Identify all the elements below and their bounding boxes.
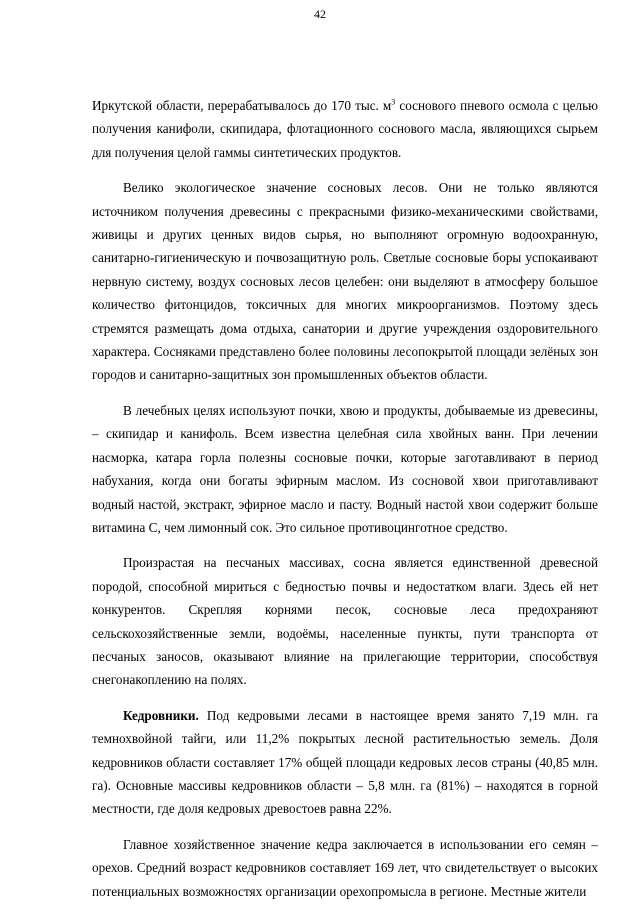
superscript-cubic: 3 <box>391 97 396 107</box>
paragraph-intro <box>92 94 598 164</box>
page-number: 42 <box>314 7 326 21</box>
paragraph-sand: Произрастая на песчаных массивах, сосна является единственной древесной породой, способной мириться с бедностью почвы и недостатком влаги. Здесь ей нет конкурентов. Скрепляя корнями песок, сосновые леса предохраняют сельскохозяйственные земли, водоёмы, населенные пункты, пути транспорта от песчаных заносов, оказывают влияние на прилегающие территории, способствуя снегонакоплению на полях. <box>92 555 598 688</box>
cedar-text: Под кедровыми лесами в настоящее время занято 7,19 млн. га темнохвойной тайги, или 11,2% покрытых лесной растительностью земель. Доля кедровников области составляет 17% общей площади кедровых лесов страны (40,85 млн. га). Основные массивы кедровников области – 5,8 млн. га (81%) – находятся в горной местности, где доля кедровых древостоев равна 22%. <box>92 707 598 817</box>
paragraph-intro-text-continued: соснового пневого осмола с целью получения канифоли, скипидара, флотационного соснового масла, являющихся сырьем для получения целой гаммы синтетических продуктов. <box>92 98 598 160</box>
paragraph-medicinal: В лечебных целях используют почки, хвою и продукты, добываемые из древесины, – скипидар и канифоль. Всем известна целебная сила хвойных ванн. При лечении насморка, катара горла полезны сосновые почки, которые заготавливают в период набухания, когда они богаты эфирным маслом. Из сосновой хвои приготавливают водный настой, экстракт, эфирное масло и пасту. Водный настой хвои содержит больше витамина С, чем лимонный сок. Это сильное противоцинготное средство. <box>92 402 598 535</box>
paragraph-intro-text: Иркутской области, перерабатывалось до 170 тыс. м <box>92 98 392 113</box>
document-body <box>92 94 598 903</box>
paragraph-nuts: Главное хозяйственное значение кедра заключается в использовании его семян – орехов. Средний возраст кедровников составляет 169 лет, что свидетельствует о высоких потенциальных возможностях организации орехопромысла в регионе. Местные жители <box>92 836 598 899</box>
paragraph-ecology: Велико экологическое значение сосновых лесов. Они не только являются источником получения древесины с прекрасными физико-механическими свойствами, живицы и других ценных видов сырья, но выполняют огромную водоохранную, санитарно-гигиеническую и почвозащитную роль. Светлые сосновые боры успокаивают нервную систему, воздух сосновых лесов целебен: они выделяют в атмосферу большое количество фитонцидов, токсичных для многих микроорганизмов. Поэтому здесь стремятся размещать дома отдыха, санатории и другие учреждения оздоровительного характера. Сосняками представлено более половины лесопокрытой площади зелёных зон городов и санитарно-защитных зон промышленных объектов области. <box>92 180 598 383</box>
paragraph-cedar-forests <box>92 704 598 821</box>
cedar-heading: Кедровники. <box>123 707 199 723</box>
